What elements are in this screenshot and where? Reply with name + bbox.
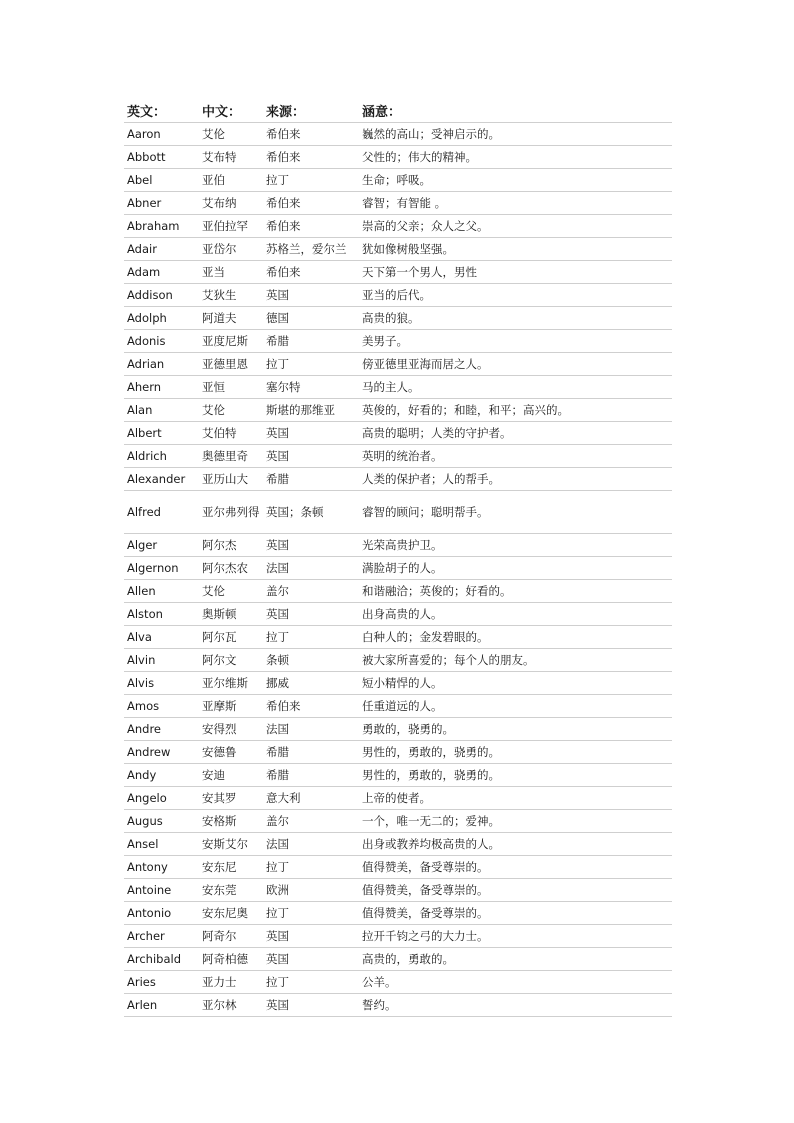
cell-chinese: 亚历山大 — [199, 468, 263, 491]
cell-chinese: 亚恒 — [199, 376, 263, 399]
cell-meaning: 和谐融洽；英俊的；好看的。 — [359, 580, 672, 603]
cell-origin: 拉丁 — [263, 856, 359, 879]
table-row — [124, 534, 672, 557]
cell-origin: 挪威 — [263, 672, 359, 695]
cell-origin: 英国 — [263, 534, 359, 557]
cell-meaning: 英明的统治者。 — [359, 445, 672, 468]
cell-english: Andre — [124, 718, 199, 741]
cell-origin: 欧洲 — [263, 879, 359, 902]
table-row — [124, 672, 672, 695]
cell-meaning: 英俊的，好看的；和睦，和平；高兴的。 — [359, 399, 672, 422]
cell-english: Adonis — [124, 330, 199, 353]
cell-english: Alvin — [124, 649, 199, 672]
cell-meaning: 上帝的使者。 — [359, 787, 672, 810]
cell-chinese: 奥德里奇 — [199, 445, 263, 468]
cell-english: Archibald — [124, 948, 199, 971]
table-row — [124, 146, 672, 169]
cell-english: Abbott — [124, 146, 199, 169]
table-row — [124, 649, 672, 672]
cell-chinese: 阿奇柏德 — [199, 948, 263, 971]
cell-origin: 英国 — [263, 925, 359, 948]
cell-chinese: 艾伦 — [199, 399, 263, 422]
table-row — [124, 399, 672, 422]
cell-origin: 法国 — [263, 833, 359, 856]
cell-origin: 条顿 — [263, 649, 359, 672]
cell-meaning: 天下第一个男人，男性 — [359, 261, 672, 284]
cell-origin: 拉丁 — [263, 169, 359, 192]
cell-meaning: 生命；呼吸。 — [359, 169, 672, 192]
cell-origin: 希伯来 — [263, 695, 359, 718]
cell-chinese: 安得烈 — [199, 718, 263, 741]
cell-chinese: 安东尼奥 — [199, 902, 263, 925]
cell-english: Alfred — [124, 491, 199, 534]
cell-english: Augus — [124, 810, 199, 833]
cell-english: Alger — [124, 534, 199, 557]
cell-origin: 拉丁 — [263, 971, 359, 994]
cell-meaning: 满脸胡子的人。 — [359, 557, 672, 580]
table-row — [124, 169, 672, 192]
cell-meaning: 值得赞美，备受尊崇的。 — [359, 902, 672, 925]
table-row — [124, 238, 672, 261]
cell-chinese: 阿尔杰农 — [199, 557, 263, 580]
cell-meaning: 崇高的父亲；众人之父。 — [359, 215, 672, 238]
cell-english: Aries — [124, 971, 199, 994]
cell-chinese: 亚岱尔 — [199, 238, 263, 261]
cell-meaning: 巍然的高山；受神启示的。 — [359, 123, 672, 146]
cell-english: Ansel — [124, 833, 199, 856]
table-row — [124, 307, 672, 330]
cell-chinese: 亚力士 — [199, 971, 263, 994]
cell-origin: 英国 — [263, 284, 359, 307]
cell-chinese: 安格斯 — [199, 810, 263, 833]
cell-chinese: 阿尔杰 — [199, 534, 263, 557]
header-row — [124, 96, 672, 123]
table-row — [124, 580, 672, 603]
cell-meaning: 高贵的狼。 — [359, 307, 672, 330]
cell-chinese: 阿尔文 — [199, 649, 263, 672]
cell-origin: 法国 — [263, 557, 359, 580]
table-row — [124, 557, 672, 580]
cell-english: Aldrich — [124, 445, 199, 468]
cell-meaning: 男性的，勇敢的，骁勇的。 — [359, 764, 672, 787]
cell-chinese: 安德鲁 — [199, 741, 263, 764]
cell-origin: 拉丁 — [263, 626, 359, 649]
cell-origin: 希伯来 — [263, 192, 359, 215]
cell-origin: 希腊 — [263, 764, 359, 787]
cell-chinese: 艾布特 — [199, 146, 263, 169]
cell-chinese: 艾伦 — [199, 123, 263, 146]
header-english: 英文： — [124, 96, 199, 123]
cell-english: Adair — [124, 238, 199, 261]
cell-english: Addison — [124, 284, 199, 307]
cell-meaning: 美男子。 — [359, 330, 672, 353]
table-row — [124, 971, 672, 994]
cell-origin: 拉丁 — [263, 353, 359, 376]
table-row — [124, 445, 672, 468]
cell-chinese: 艾狄生 — [199, 284, 263, 307]
table-row — [124, 261, 672, 284]
table-row — [124, 994, 672, 1017]
table-row — [124, 422, 672, 445]
header-origin: 来源： — [263, 96, 359, 123]
cell-english: Alva — [124, 626, 199, 649]
cell-origin: 英国 — [263, 948, 359, 971]
cell-english: Arlen — [124, 994, 199, 1017]
header-chinese: 中文： — [199, 96, 263, 123]
cell-meaning: 傍亚德里亚海而居之人。 — [359, 353, 672, 376]
cell-chinese: 阿尔瓦 — [199, 626, 263, 649]
cell-english: Andrew — [124, 741, 199, 764]
document-page — [124, 96, 672, 1017]
cell-meaning: 拉开千钧之弓的大力士。 — [359, 925, 672, 948]
cell-origin: 希伯来 — [263, 261, 359, 284]
name-table — [124, 96, 672, 1017]
cell-chinese: 安东尼 — [199, 856, 263, 879]
cell-english: Alston — [124, 603, 199, 626]
cell-english: Algernon — [124, 557, 199, 580]
cell-english: Abraham — [124, 215, 199, 238]
cell-origin: 英国；条顿 — [263, 491, 359, 534]
cell-meaning: 亚当的后代。 — [359, 284, 672, 307]
cell-english: Adolph — [124, 307, 199, 330]
table-row — [124, 718, 672, 741]
cell-meaning: 马的主人。 — [359, 376, 672, 399]
cell-origin: 意大利 — [263, 787, 359, 810]
table-row — [124, 902, 672, 925]
cell-origin: 希伯来 — [263, 215, 359, 238]
cell-meaning: 被大家所喜爱的；每个人的朋友。 — [359, 649, 672, 672]
cell-chinese: 安其罗 — [199, 787, 263, 810]
cell-meaning: 出身高贵的人。 — [359, 603, 672, 626]
cell-english: Amos — [124, 695, 199, 718]
cell-english: Aaron — [124, 123, 199, 146]
table-row — [124, 764, 672, 787]
cell-meaning: 睿智的顾问；聪明帮手。 — [359, 491, 672, 534]
cell-english: Alexander — [124, 468, 199, 491]
cell-origin: 盖尔 — [263, 580, 359, 603]
table-row — [124, 810, 672, 833]
cell-chinese: 阿道夫 — [199, 307, 263, 330]
cell-meaning: 光荣高贵护卫。 — [359, 534, 672, 557]
cell-english: Allen — [124, 580, 199, 603]
table-row — [124, 491, 672, 534]
cell-origin: 英国 — [263, 445, 359, 468]
table-row — [124, 353, 672, 376]
cell-chinese: 亚伯 — [199, 169, 263, 192]
cell-chinese: 艾布纳 — [199, 192, 263, 215]
cell-chinese: 亚尔林 — [199, 994, 263, 1017]
table-row — [124, 123, 672, 146]
cell-origin: 德国 — [263, 307, 359, 330]
cell-meaning: 高贵的聪明；人类的守护者。 — [359, 422, 672, 445]
cell-meaning: 人类的保护者；人的帮手。 — [359, 468, 672, 491]
table-row — [124, 215, 672, 238]
cell-chinese: 阿奇尔 — [199, 925, 263, 948]
cell-english: Adam — [124, 261, 199, 284]
cell-chinese: 艾伦 — [199, 580, 263, 603]
cell-origin: 拉丁 — [263, 902, 359, 925]
cell-origin: 盖尔 — [263, 810, 359, 833]
cell-meaning: 值得赞美，备受尊崇的。 — [359, 856, 672, 879]
cell-chinese: 安斯艾尔 — [199, 833, 263, 856]
cell-origin: 希伯来 — [263, 123, 359, 146]
cell-meaning: 男性的，勇敢的，骁勇的。 — [359, 741, 672, 764]
cell-english: Antoine — [124, 879, 199, 902]
cell-origin: 希腊 — [263, 468, 359, 491]
table-row — [124, 284, 672, 307]
cell-english: Antony — [124, 856, 199, 879]
cell-english: Albert — [124, 422, 199, 445]
cell-meaning: 高贵的，勇敢的。 — [359, 948, 672, 971]
cell-meaning: 出身或教养均极高贵的人。 — [359, 833, 672, 856]
cell-origin: 英国 — [263, 422, 359, 445]
cell-meaning: 值得赞美，备受尊崇的。 — [359, 879, 672, 902]
cell-meaning: 父性的；伟大的精神。 — [359, 146, 672, 169]
cell-origin: 英国 — [263, 994, 359, 1017]
cell-origin: 苏格兰，爱尔兰 — [263, 238, 359, 261]
cell-chinese: 艾伯特 — [199, 422, 263, 445]
table-row — [124, 468, 672, 491]
cell-meaning: 白种人的；金发碧眼的。 — [359, 626, 672, 649]
table-row — [124, 695, 672, 718]
cell-chinese: 亚尔维斯 — [199, 672, 263, 695]
cell-chinese: 奥斯顿 — [199, 603, 263, 626]
cell-origin: 希伯来 — [263, 146, 359, 169]
table-row — [124, 741, 672, 764]
cell-meaning: 一个，唯一无二的；爱神。 — [359, 810, 672, 833]
cell-english: Adrian — [124, 353, 199, 376]
cell-english: Andy — [124, 764, 199, 787]
table-row — [124, 376, 672, 399]
cell-origin: 塞尔特 — [263, 376, 359, 399]
table-row — [124, 787, 672, 810]
cell-chinese: 安迪 — [199, 764, 263, 787]
cell-english: Archer — [124, 925, 199, 948]
cell-origin: 希腊 — [263, 330, 359, 353]
cell-chinese: 亚度尼斯 — [199, 330, 263, 353]
table-row — [124, 879, 672, 902]
cell-origin: 英国 — [263, 603, 359, 626]
table-body — [124, 123, 672, 1017]
table-row — [124, 330, 672, 353]
cell-origin: 希腊 — [263, 741, 359, 764]
cell-meaning: 任重道远的人。 — [359, 695, 672, 718]
table-row — [124, 925, 672, 948]
table-row — [124, 603, 672, 626]
cell-meaning: 誓约。 — [359, 994, 672, 1017]
cell-origin: 法国 — [263, 718, 359, 741]
cell-chinese: 亚伯拉罕 — [199, 215, 263, 238]
table-row — [124, 192, 672, 215]
cell-chinese: 亚尔弗列得 — [199, 491, 263, 534]
table-row — [124, 833, 672, 856]
cell-english: Abner — [124, 192, 199, 215]
cell-english: Antonio — [124, 902, 199, 925]
cell-meaning: 短小精悍的人。 — [359, 672, 672, 695]
cell-chinese: 亚当 — [199, 261, 263, 284]
cell-english: Abel — [124, 169, 199, 192]
cell-english: Ahern — [124, 376, 199, 399]
cell-meaning: 睿智；有智能 。 — [359, 192, 672, 215]
cell-meaning: 犹如像树般坚强。 — [359, 238, 672, 261]
table-row — [124, 626, 672, 649]
cell-english: Alvis — [124, 672, 199, 695]
cell-english: Alan — [124, 399, 199, 422]
cell-origin: 斯堪的那维亚 — [263, 399, 359, 422]
cell-chinese: 亚德里恩 — [199, 353, 263, 376]
cell-meaning: 公羊。 — [359, 971, 672, 994]
header-meaning: 涵意： — [359, 96, 672, 123]
cell-chinese: 安东莞 — [199, 879, 263, 902]
table-row — [124, 856, 672, 879]
table-row — [124, 948, 672, 971]
cell-english: Angelo — [124, 787, 199, 810]
cell-meaning: 勇敢的，骁勇的。 — [359, 718, 672, 741]
cell-chinese: 亚摩斯 — [199, 695, 263, 718]
